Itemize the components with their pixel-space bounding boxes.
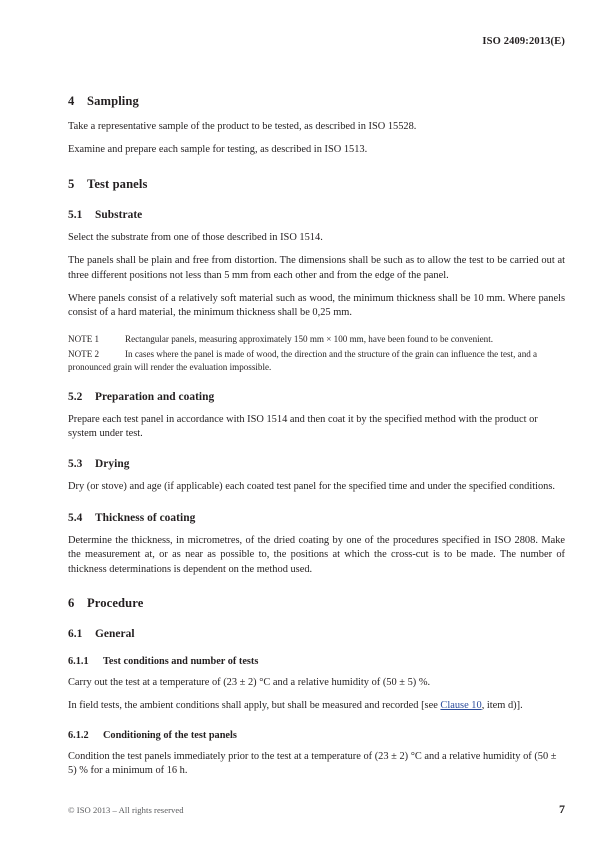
subclause-6-1-number: 6.1 xyxy=(68,628,83,641)
substrate-notes xyxy=(68,333,565,374)
sampling-paragraph-1: Take a representative sample of the product to be tested, as described in ISO 15528. xyxy=(68,121,417,132)
test-conditions-paragraph-1: Carry out the test at a temperature of (23 ± 2) °C and a relative humidity of (50 ± 5) %. xyxy=(68,677,431,689)
subclause-5-3-number: 5.3 xyxy=(68,458,83,471)
subclause-6-1-2-number: 6.1.2 xyxy=(68,729,89,741)
subclause-6-1-2-title: Conditioning of the test panels xyxy=(103,729,237,741)
clause-6-number: 6 xyxy=(68,596,75,611)
subclause-5-2-title: Preparation and coating xyxy=(95,390,215,403)
heading-subclause-6-1-1 xyxy=(68,656,565,667)
substrate-paragraph-2: The panels shall be plain and free from distortion. The dimensions shall be such as to allow the test to be carried out at three different positions not less than 5 mm from each other and from the edge of the panel. xyxy=(68,255,565,281)
heading-clause-6 xyxy=(68,596,565,611)
subclause-5-2-number: 5.2 xyxy=(68,390,83,403)
subclause-6-1-title: General xyxy=(95,628,135,641)
subclause-5-1-number: 5.1 xyxy=(68,208,83,221)
heading-subclause-5-4 xyxy=(68,512,565,524)
sampling-paragraph-2: Examine and prepare each sample for testing, as described in ISO 1513. xyxy=(68,144,368,156)
clause-5-number: 5 xyxy=(68,176,75,191)
thickness-paragraph-1: Determine the thickness, in micrometres, of the dried coating by one of the procedures specified in ISO 2808. Make the measurement at, or as near as possible to, the positions at which the cross-cut is to be made. The number of thickness determinations is dependent on the method used. xyxy=(68,534,565,575)
subclause-5-4-title: Thickness of coating xyxy=(95,511,196,524)
page-footer xyxy=(68,802,565,817)
heading-subclause-6-1-2 xyxy=(68,730,565,741)
note-1-label: NOTE 1 xyxy=(68,333,100,344)
substrate-paragraph-1: Select the substrate from one of those described in ISO 1514. xyxy=(68,231,323,243)
heading-subclause-5-2 xyxy=(68,391,565,403)
page-content xyxy=(68,94,565,779)
subclause-5-1-title: Substrate xyxy=(95,208,143,221)
preparation-paragraph-1: Prepare each test panel in accordance with ISO 1514 and then coat it by the specified method with the product or system under test. xyxy=(68,413,538,440)
running-header-standard-ref: ISO 2409:2013(E) xyxy=(482,36,565,47)
heading-clause-5 xyxy=(68,177,565,192)
footer-page-number: 7 xyxy=(559,802,565,816)
note-1-text: Rectangular panels, measuring approximately 150 mm × 100 mm, have been found to be convenient. xyxy=(125,333,494,344)
clause-4-title: Sampling xyxy=(87,94,139,108)
clause-5-title: Test panels xyxy=(87,176,148,191)
heading-subclause-5-1 xyxy=(68,209,565,221)
heading-clause-4 xyxy=(68,94,565,109)
test-conditions-p2-tail: , item d)]. xyxy=(481,700,523,712)
note-2-text: In cases where the panel is made of wood, the direction and the structure of the grain can influence the test, and a pronounced grain will render the evaluation impossible. xyxy=(68,349,538,373)
subclause-5-3-title: Drying xyxy=(95,458,130,471)
subclause-5-4-number: 5.4 xyxy=(68,511,83,524)
substrate-paragraph-3: Where panels consist of a relatively soft material such as wood, the minimum thickness shall be 10 mm. Where panels consist of a hard material, the minimum thickness shall be 0,25 mm. xyxy=(68,293,565,319)
test-conditions-p2-lead: In field tests, the ambient conditions shall apply, but shall be measured and recorded [see xyxy=(68,700,441,712)
heading-subclause-5-3 xyxy=(68,458,565,470)
note-2-label: NOTE 2 xyxy=(68,349,100,360)
clause-10-cross-reference-link[interactable]: Clause 10 xyxy=(440,700,482,712)
clause-4-number: 4 xyxy=(68,94,75,108)
drying-paragraph-1: Dry (or stove) and age (if applicable) each coated test panel for the specified time and under the specified conditions. xyxy=(68,481,556,493)
footer-copyright-notice: © ISO 2013 – All rights reserved xyxy=(68,805,184,815)
test-conditions-paragraph-2 xyxy=(68,699,565,713)
clause-6-title: Procedure xyxy=(87,596,144,611)
note-1 xyxy=(68,333,565,346)
conditioning-paragraph-1: Condition the test panels immediately prior to the test at a temperature of (23 ± 2) °C and a relative humidity of (50 ± 5) % for a minimum of 16 h. xyxy=(68,750,557,777)
heading-subclause-6-1 xyxy=(68,628,565,640)
subclause-6-1-1-number: 6.1.1 xyxy=(68,656,89,668)
subclause-6-1-1-title: Test conditions and number of tests xyxy=(103,656,259,668)
note-2 xyxy=(68,348,565,373)
